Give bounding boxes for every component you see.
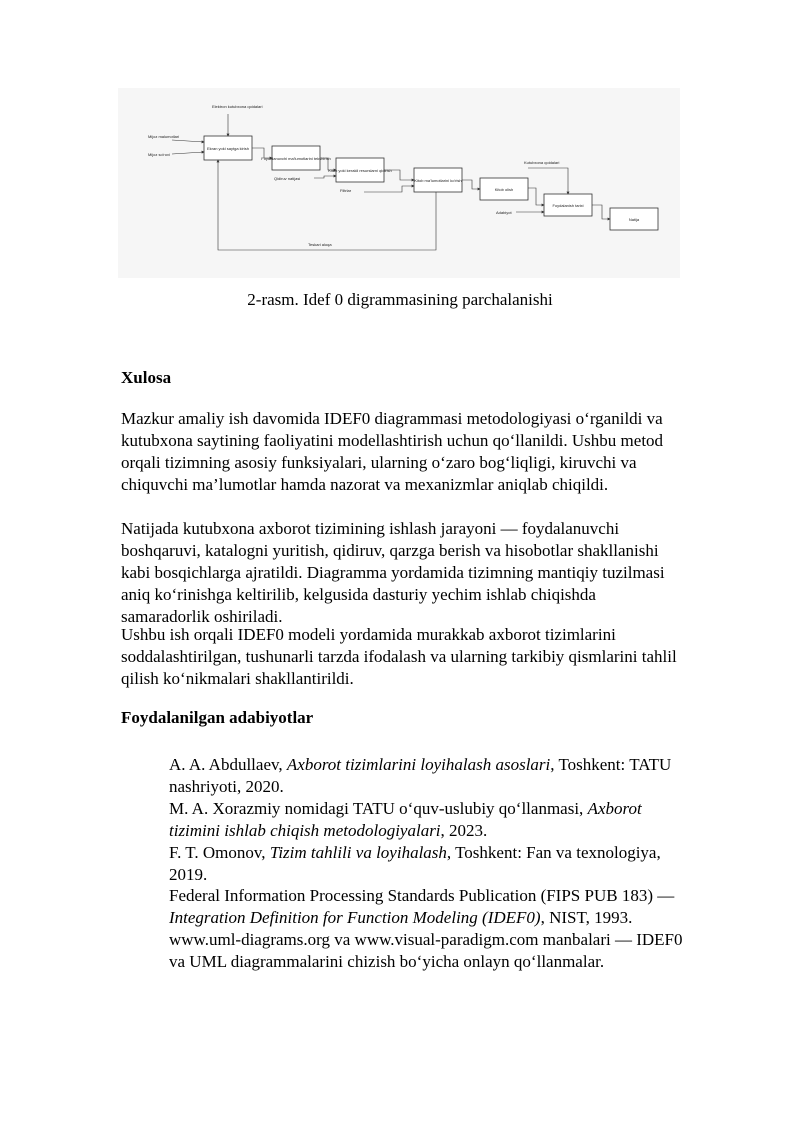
conclusion-heading: Xulosa — [121, 368, 172, 387]
diagram-box-login — [204, 136, 252, 160]
diagram-box-label: Natija — [628, 217, 640, 222]
diagram-box-history — [544, 194, 592, 216]
conclusion-paragraph-3: Ushbu ish orqali IDEF0 modeli yordamida murakkab axborot tizimlarini soddalashtirilgan, tushunarli tarzda ifodalash va ularning tarkibiy qismlarini tahlil qilish ko‘nikmalari shakllantirildi. — [121, 625, 677, 688]
diagram-box-label: Ekran yoki saytga kirish — [206, 146, 250, 151]
reference-item: A. A. Abdullaev, Axborot tizimlarini loyihalash asoslari, Toshkent: TATU nashriyoti, 2020. — [169, 755, 672, 796]
reference-item: M. A. Xorazmiy nomidagi TATU o‘quv-uslubiy qo‘llanmasi, Axborot tizimini ishlab chiqish metodologiyalari, 2023. — [169, 798, 642, 840]
idef0-diagram — [118, 88, 680, 278]
label-input-2: Mijoz so'rovi — [148, 152, 170, 157]
reference-item: F. T. Omonov, Tizim tahlili va loyihalash, Toshkent: Fan va texnologiya, 2019. — [169, 842, 661, 884]
diagram-box-label: Foydalanish tarixi — [552, 203, 584, 208]
label-mid-2: Filtrlar — [340, 188, 352, 193]
diagram-box-label: Kitob ma'lumotlarini ko'rish — [414, 178, 462, 183]
label-input-right: Adabiyot — [496, 210, 512, 215]
reference-item: www.uml-diagrams.org va www.visual-paradigm.com manbalari — IDEF0 va UML diagrammalarini chizish bo‘yicha onlayn qo‘llanmalar. — [169, 930, 683, 972]
diagram-arrows — [172, 114, 610, 250]
diagram-box-result — [610, 208, 658, 230]
label-control-right: Kutubxona qoidalari — [524, 160, 560, 165]
diagram-box-borrow — [480, 178, 528, 200]
diagram-box-view — [414, 168, 462, 192]
label-input-1: Mijoz malumotlari — [148, 134, 180, 139]
diagram-box-label: Kitob yoki kerakli resurslarni qidirish — [328, 168, 392, 173]
conclusion-paragraph-2: Natijada kutubxona axborot tizimining ishlash jarayoni — foydalanuvchi boshqaruvi, katalogni yuritish, qidiruv, qarzga berish va hisobotlar shakllanishi kabi bosqichlarga ajratildi. Diagramma yordamida tizimning mantiqiy tuzilmasi aniq ko‘rinishga keltirilib, kelgusida dasturiy yechim ishlab chiqishda samaradorlik oshiriladi. — [121, 519, 665, 626]
figure-caption: 2-rasm. Idef 0 digrammasining parchalanishi — [247, 290, 553, 309]
label-mid-1: Qidiruv natijasi — [274, 176, 301, 181]
diagram-box-label: Kitob olish — [494, 187, 514, 192]
conclusion-paragraph-1: Mazkur amaliy ish davomida IDEF0 diagrammasi metodologiyasi o‘rganildi va kutubxona saytining faoliyatini modellashtirish uchun qo‘llanildi. Ushbu metod orqali tizimning asosiy funksiyalari, ularning o‘zaro bog‘liqligi, kiruvchi va chiquvchi ma’lumotlar hamda nazorat va mexanizmlar aniqlab chiqildi. — [121, 409, 664, 494]
label-feedback: Teskari aloqa — [308, 242, 332, 247]
diagram-box-search — [328, 158, 392, 182]
references-list — [169, 754, 689, 973]
label-control-top: Elektron kutubxona qoidalari — [212, 104, 263, 109]
idef0-diagram-figure — [118, 88, 680, 278]
diagram-box-label: Foydalanuvchi ma'lumotlarini tekshirish — [261, 156, 331, 161]
reference-item: Federal Information Processing Standards Publication (FIPS PUB 183) — Integration Definition for Function Modeling (IDEF0), NIST, 1993. — [169, 886, 675, 928]
references-heading: Foydalanilgan adabiyotlar — [121, 708, 314, 727]
